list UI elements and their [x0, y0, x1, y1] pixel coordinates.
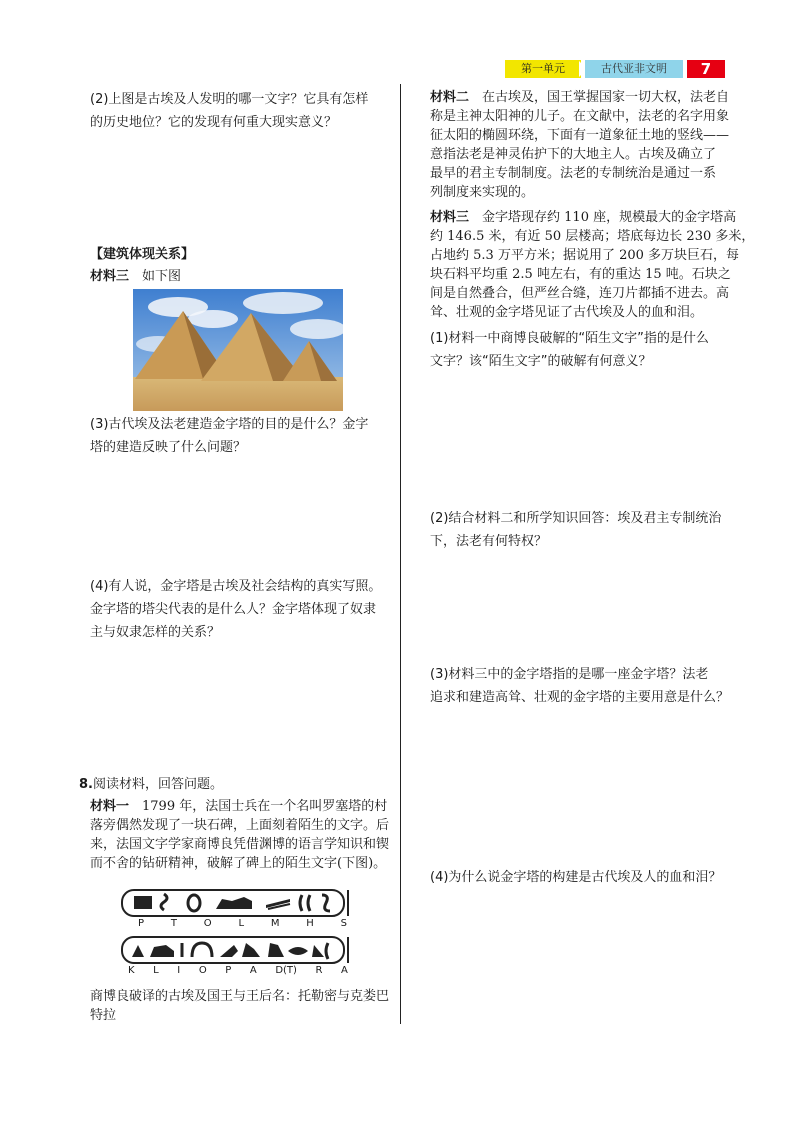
column-divider: [400, 84, 401, 1024]
letters-row-2: K L I O P A D(T) R A: [128, 965, 348, 976]
right-material2: 材料二 在古埃及，国王掌握国家一切大权，法老自 称是主神太阳神的儿子。在文献中，法老的名字用象 征太阳的椭圆环绕，下面有一道象征土地的竖线—— 意指法老是神灵佑护下的大地主人。古埃及确立了 最早的君主专制制度。法老的专制统治是通过一系 列制度来实现的。: [430, 90, 730, 200]
right-question-1: (1)材料一中商博良破解的“陌生文字”指的是什么 文字？该“陌生文字”的破解有何意义？: [430, 331, 709, 369]
left-material3-line: 材料三 如下图: [90, 269, 182, 284]
item8-material1: 材料一 1799 年，法国士兵在一个名叫罗塞塔的村 落旁偶然发现了一块石碑，上面刻着陌生的文字。后 来，法国文字学家商博良凭借渊博的语言学知识和锲 而不舍的钻研精神，破解了碑上的陌生文字(下图)。: [90, 799, 390, 871]
page-number: 7: [687, 60, 725, 78]
unit-label: 第一单元: [505, 60, 581, 78]
left-question-3: (3)古代埃及法老建造金字塔的目的是什么？金字 塔的建造反映了什么问题？: [90, 417, 369, 455]
left-question-2: (2)上图是古埃及人发明的哪一文字？它具有怎样 的历史地位？它的发现有何重大现实意义？: [90, 92, 369, 130]
letters-row-1: P T O L M H S: [138, 918, 348, 929]
section-heading: 【建筑体现关系】: [90, 247, 195, 262]
unit-title: 古代亚非文明: [585, 60, 683, 78]
right-question-4: (4)为什么说金字塔的构建是古代埃及人的血和泪？: [430, 870, 722, 885]
left-question-4: (4)有人说，金字塔是古埃及社会结构的真实写照。 金字塔的塔尖代表的是什么人？金字塔体现了奴隶 主与奴隶怎样的关系？: [90, 579, 382, 640]
page-header: [505, 60, 723, 78]
figure-caption: 商博良破译的古埃及国王与王后名：托勒密与克娄巴 特拉: [90, 989, 390, 1023]
right-question-2: (2)结合材料二和所学知识回答：埃及君主专制统治 下，法老有何特权？: [430, 511, 722, 549]
right-question-3: (3)材料三中的金字塔指的是哪一座金字塔？法老 追求和建造高耸、壮观的金字塔的主要用意是什么？: [430, 667, 730, 705]
pyramids-photo: [133, 289, 343, 411]
item8-prompt: 8.阅读材料，回答问题。: [79, 777, 223, 792]
right-material3: 材料三 金字塔现存约 110 座，规模最大的金字塔高 约 146.5 米，有近 50 层楼高；塔底每边长 230 多米， 占地约 5.3 万平方米；据说用了 200 多万块巨石，每 块石料平均重 2.5 吨左右，有的重达 15 吨。石块之 间是自然叠合，但严丝合缝，连刀片都插不进去。高 耸、壮观的金字塔见证了古代埃及人的血和泪。: [430, 210, 755, 320]
